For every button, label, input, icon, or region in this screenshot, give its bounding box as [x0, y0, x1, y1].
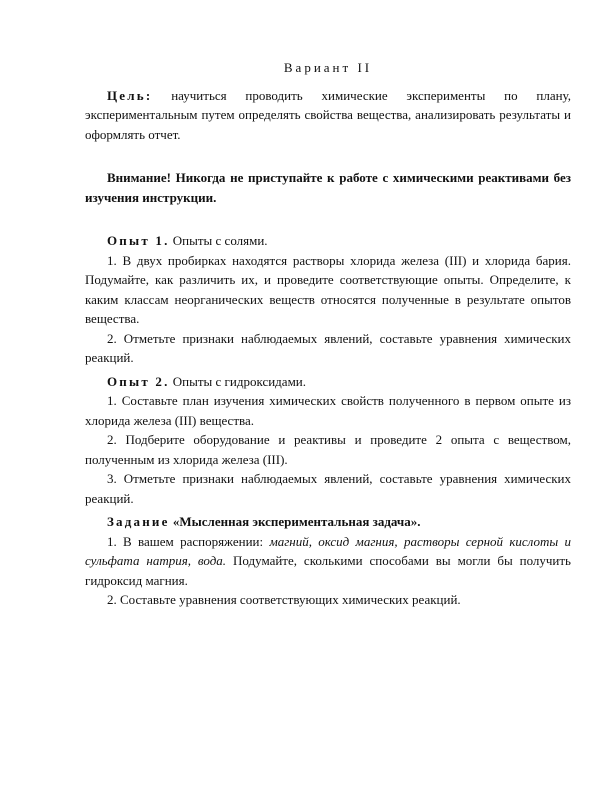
exp1-step-2: 2. Отметьте признаки наблюдаемых явлений, составьте уравнения химических реакций. — [85, 330, 571, 365]
exp2-step-2: 2. Подберите оборудование и реактивы и проведите 2 опыта с веществом, полученным из хлорида железа (III). — [85, 432, 571, 467]
exp1-label: Опыт 1. — [107, 233, 170, 248]
task-title: «Мысленная экспериментальная задача». — [172, 514, 421, 529]
task-label: Задание — [107, 514, 170, 529]
document-page — [85, 50, 571, 610]
task-reagents: магний, оксид магния, растворы серной кислоты и сульфата натрия, вода. — [85, 533, 571, 568]
exp1-step-1: 1. В двух пробирках находятся растворы хлорида железа (III) и хлорида бария. Подумайте, как различить их, и проведите соответствующие опыты. Определите, к каким классам неорганических веществ относятся полученные в результате опытов вещества. — [85, 252, 571, 326]
task-step-1-end: Подумайте, сколькими способами вы могли бы получить гидроксид магния. — [85, 553, 571, 588]
exp2-step-3: 3. Отметьте признаки наблюдаемых явлений, составьте уравнения химических реакций. — [85, 471, 571, 506]
goal-paragraph — [85, 86, 571, 145]
task-step-1-start: 1. В вашем распоряжении: — [107, 533, 270, 549]
exp2-heading — [85, 372, 571, 392]
exp1-title: Опыты с солями. — [172, 233, 268, 248]
task-heading — [85, 512, 571, 532]
warning-paragraph: Внимание! Никогда не приступайте к работе с химическими реактивами без изучения инструкции. — [85, 170, 571, 205]
task-step-2: 2. Составьте уравнения соответствующих химических реакций. — [107, 592, 461, 607]
goal-text: научиться проводить химические эксперименты по плану, экспериментальным путем определять свойства вещества, анализировать результаты и оформлять отчет. — [85, 87, 572, 142]
goal-label: Цель: — [107, 87, 153, 103]
exp1-heading — [85, 231, 571, 251]
exp2-title: Опыты с гидроксидами. — [172, 373, 307, 389]
task-step-1 — [85, 532, 571, 591]
exp2-label: Опыт 2. — [107, 373, 170, 389]
page-title: Вариант II — [283, 60, 373, 75]
exp2-step-1: 1. Составьте план изучения химических свойств полученного в первом опыте из хлорида железа (III) вещества. — [85, 393, 571, 428]
